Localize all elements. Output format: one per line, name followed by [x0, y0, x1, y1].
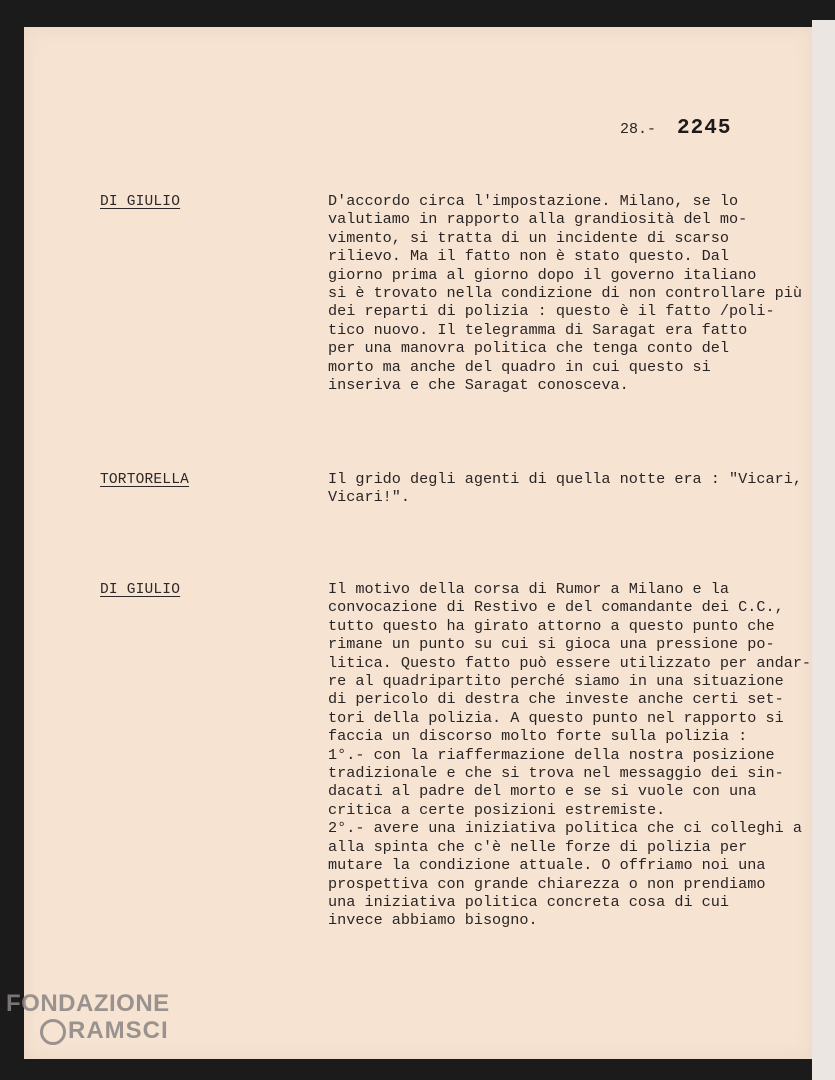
g-logo-icon: [40, 1019, 66, 1045]
watermark-line-1: FONDAZIONE: [6, 990, 170, 1017]
speech-text: Il grido degli agenti di quella notte era : "Vicari, Vicari!".: [328, 470, 802, 507]
speaker-name: DI GIULIO: [100, 194, 181, 210]
page-number-header: [620, 117, 731, 140]
watermark-line-2: RAMSCI: [68, 1017, 169, 1044]
speech-text: D'accordo circa l'impostazione. Milano, se lo valutiamo in rapporto alla grandiosità del mo- vimento, si tratta di un incidente di scarso rilievo. Ma il fatto non è stato questo. Dal giorno prima al giorno dopo il governo italiano si è trovato nella condizione di non controllare più dei reparti di polizia : questo è il fatto /poli- tico nuovo. Il telegramma di Saragat era fatto per una manovra politica che tenga conto del morto ma anche del quadro in cui questo si inseriva e che Saragat conosceva.: [328, 192, 802, 395]
speaker-name: TORTORELLA: [100, 472, 190, 488]
speaker-name: DI GIULIO: [100, 582, 181, 598]
stamp-number: 2245: [677, 117, 732, 140]
page-number: 28.-: [620, 121, 657, 138]
fondazione-gramsci-watermark: [6, 990, 170, 1045]
speech-text: Il motivo della corsa di Rumor a Milano e la convocazione di Restivo e del comandante dei C.C., tutto questo ha girato attorno a questo punto che rimane un punto su cui si gioca una pressione po- litica. Questo fatto può essere utilizzato per andar- re al quadripartito perché siamo in una situazione di pericolo di destra che investe anche certi set- tori della polizia. A questo punto nel rapporto si faccia un discorso molto forte sulla polizia : 1°.- con la riaffermazione della nostra posizione tradizionale e che si trova nel messaggio dei sin- dacati al padre del morto e se si vuole con una critica a certe posizioni estremiste. 2°.- avere una iniziativa politica che ci colleghi a alla spinta che c'è nelle forze di polizia per mutare la condizione attuale. O offriamo noi una prospettiva con grande chiarezza o non prendiamo una iniziativa politica concreta cosa di cui invece abbiamo bisogno.: [328, 580, 812, 930]
scanner-edge-strip: [812, 20, 835, 1080]
